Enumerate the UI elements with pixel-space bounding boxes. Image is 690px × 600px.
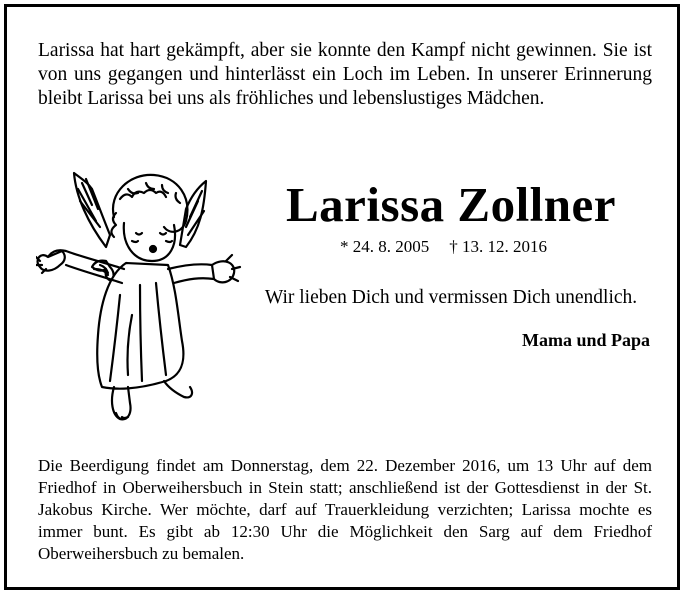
- life-dates: [340, 236, 547, 258]
- birth-date: * 24. 8. 2005: [340, 237, 430, 256]
- farewell-message: Wir lieben Dich und vermissen Dich unendlich.: [264, 287, 638, 308]
- death-date: † 13. 12. 2016: [449, 237, 547, 256]
- signature: Mama und Papa: [521, 330, 650, 350]
- angel-icon: [36, 165, 248, 427]
- deceased-name: Larissa Zollner: [285, 177, 617, 232]
- funeral-details: Die Beerdigung findet am Donnerstag, dem 22. Dezember 2016, um 13 Uhr auf dem Friedhof in Oberweihersbuch in Stein statt; anschließend ist der Gottesdienst in der St. Jakobus Kirche. Wer möchte, darf auf Trauerkleidung verzichten; Larissa mochte es immer bunt. Es gibt ab 12:30 Uhr die Möglichkeit den Sarg auf dem Friedhof Oberweihersbuch zu bemalen.: [38, 456, 652, 563]
- intro-text: Larissa hat hart gekämpft, aber sie konnte den Kampf nicht gewinnen. Sie ist von uns gegangen und hinterlässt ein Loch im Leben. In unserer Erinnerung bleibt Larissa bei uns als fröhliches und lebenslustiges Mädchen.: [38, 40, 652, 109]
